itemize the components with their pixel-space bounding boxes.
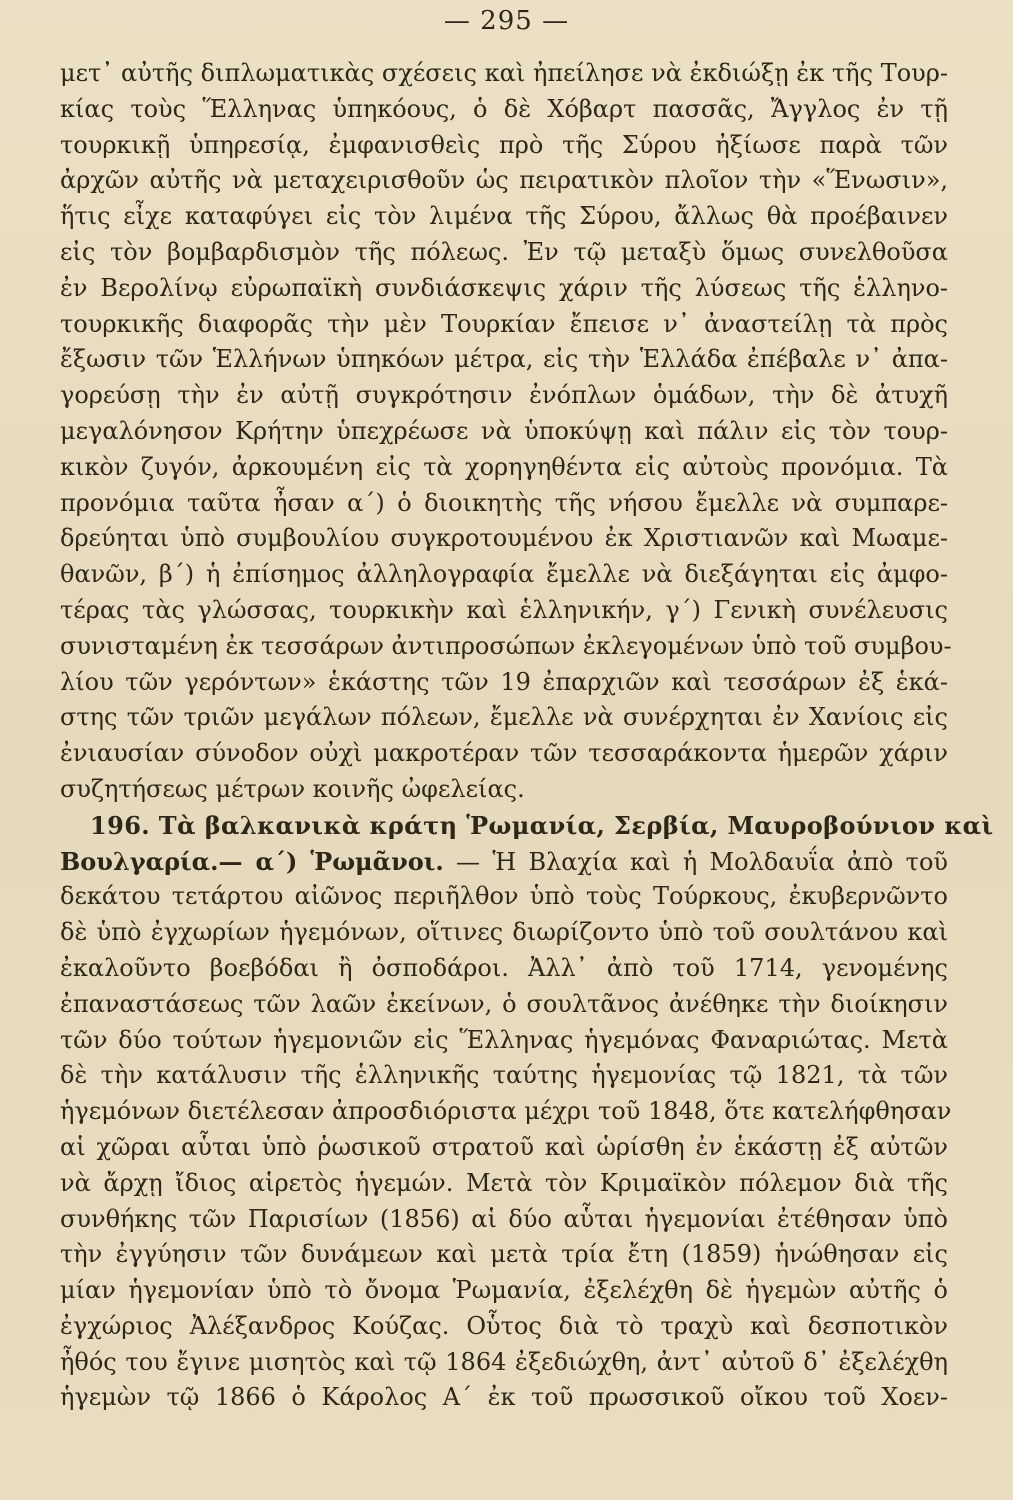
text-line: μίαν ἡγεμονίαν ὑπὸ τὸ ὄνομα Ῥωμανία, ἐξελέχθη δὲ ἡγεμὼν αὐτῆς ὁ <box>60 1276 948 1305</box>
text-line: κικὸν ζυγόν, ἀρκουμένη εἰς τὰ χορηγηθέντα εἰς αὐτοὺς προνόμια. Τὰ <box>60 452 948 481</box>
text-line: τῶν δύο τούτων ἡγεμονιῶν εἰς Ἕλληνας ἡγεμόνας Φαναριώτας. Μετὰ <box>60 1025 948 1054</box>
text-line: κίας τοὺς Ἕλληνας ὑπηκόους, ὁ δὲ Χόβαρτ πασσᾶς, Ἄγγλος ἐν τῇ <box>60 94 948 123</box>
text-line: μετ᾽ αὐτῆς διπλωματικὰς σχέσεις καὶ ἠπείλησε νὰ ἐκδιώξῃ ἐκ τῆς Τουρ- <box>60 59 948 87</box>
text-line: συζητήσεως μέτρων κοινῆς ὠφελείας. <box>60 774 525 803</box>
text-line: ἔξωσιν τῶν Ἑλλήνων ὑπηκόων μέτρα, εἰς τὴν Ἑλλάδα ἐπέβαλε ν᾽ ἀπα- <box>60 345 948 374</box>
text-line: τουρκικῆς διαφορᾶς τὴν μὲν Τουρκίαν ἔπεισε ν᾽ ἀναστείλῃ τὰ πρὸς <box>60 309 948 338</box>
text-line: νὰ ἄρχῃ ἴδιος αἱρετὸς ἡγεμών. Μετὰ τὸν Κριμαϊκὸν πόλεμον διὰ τῆς <box>60 1168 948 1197</box>
text-line: ἀρχῶν αὐτῆς νὰ μεταχειρισθοῦν ὡς πειρατικὸν πλοῖον τὴν «Ἕνωσιν», <box>60 166 948 195</box>
text-line: συνισταμένη ἐκ τεσσάρων ἀντιπροσώπων ἐκλεγομένων ὑπὸ τοῦ συμβου- <box>60 631 952 660</box>
text-line: στης τῶν τριῶν μεγάλων πόλεων, ἔμελλε νὰ συνέρχηται ἐν Χανίοις εἰς <box>60 703 948 732</box>
section-heading-line: 196. Τὰ βαλκανικὰ κράτη Ῥωμανία, Σερβία, Μαυροβούνιον καὶ <box>90 810 994 840</box>
text-line: τουρκικῇ ὑπηρεσίᾳ, ἐμφανισθεὶς πρὸ τῆς Σύρου ἠξίωσε παρὰ τῶν <box>60 130 948 159</box>
text-line: ἡγεμόνων διετέλεσαν ἀπροσδιόριστα μέχρι τοῦ 1848, ὅτε κατελήφθησαν <box>60 1097 952 1126</box>
body-text <box>60 56 994 1416</box>
text-line: θανῶν, β΄) ἡ ἐπίσημος ἀλληλογραφία ἔμελλε νὰ διεξάγηται εἰς ἀμφο- <box>60 560 948 589</box>
text-line: ἐν Βερολίνῳ εὐρωπαϊκὴ συνδιάσκεψις χάριν τῆς λύσεως τῆς ἑλληνο- <box>60 273 948 302</box>
section-196-heading <box>60 808 994 880</box>
text-line: ἐγχώριος Ἀλέξανδρος Κούζας. Οὗτος διὰ τὸ τραχὺ καὶ δεσποτικὸν <box>60 1311 948 1340</box>
text-line: λίου τῶν γερόντων» ἑκάστης τῶν 19 ἐπαρχιῶν καὶ τεσσάρων ἐξ ἑκά- <box>60 667 948 696</box>
text-line: προνόμια ταῦτα ἦσαν α΄) ὁ διοικητὴς τῆς νήσου ἔμελλε νὰ συμπαρε- <box>60 488 948 517</box>
section-subheading-line <box>60 844 948 880</box>
paragraph-crete-privileges <box>60 56 952 808</box>
text-line: τέρας τὰς γλώσσας, τουρκικὴν καὶ ἑλληνικήν, γ΄) Γενικὴ συνέλευσις <box>60 595 948 624</box>
text-line: εἰς τὸν βομβαρδισμὸν τῆς πόλεως. Ἐν τῷ μεταξὺ ὅμως συνελθοῦσα <box>60 237 948 266</box>
text-line: τὴν ἐγγύησιν τῶν δυνάμεων καὶ μετὰ τρία ἔτη (1859) ἡνώθησαν εἰς <box>60 1240 948 1269</box>
section-subheading-text: — Ἡ Βλαχία καὶ ἡ Μολδαυΐα ἀπὸ τοῦ <box>443 847 948 876</box>
text-line: ἐνιαυσίαν σύνοδον οὐχὶ μακροτέραν τῶν τεσσαράκοντα ἡμερῶν χάριν <box>60 739 948 768</box>
text-line: ἡγεμὼν τῷ 1866 ὁ Κάρολος Α΄ ἐκ τοῦ πρωσσικοῦ οἴκου τοῦ Χοεν- <box>60 1383 948 1412</box>
text-line: ἐπαναστάσεως τῶν λαῶν ἐκείνων, ὁ σουλτᾶνος ἀνέθηκε τὴν διοίκησιν <box>60 989 948 1018</box>
section-subheading-bold: Βουλγαρία.— α΄) Ῥωμᾶνοι. <box>60 846 444 876</box>
text-line: ἥτις εἶχε καταφύγει εἰς τὸν λιμένα τῆς Σύρου, ἄλλως θὰ προέβαινεν <box>60 202 948 231</box>
text-line: δὲ ὑπὸ ἐγχωρίων ἡγεμόνων, οἵτινες διωρίζοντο ὑπὸ τοῦ σουλτάνου καὶ <box>60 918 948 947</box>
page-number: — 295 — <box>443 6 570 36</box>
text-line: ἐκαλοῦντο βοεβόδαι ἢ ὀσποδάροι. Ἀλλ᾽ ἀπὸ τοῦ 1714, γενομένης <box>60 953 948 982</box>
paragraph-romanians <box>60 879 952 1416</box>
text-line: μεγαλόνησον Κρήτην ὑπεχρέωσε νὰ ὑποκύψῃ καὶ πάλιν εἰς τὸν τουρ- <box>60 416 948 445</box>
text-line: ἦθός του ἔγινε μισητὸς καὶ τῷ 1864 ἐξεδιώχθη, ἀντ᾽ αὐτοῦ δ᾽ ἐξελέχθη <box>60 1347 948 1376</box>
text-line: δρεύηται ὑπὸ συμβουλίου συγκροτουμένου ἐκ Χριστιανῶν καὶ Μωαμε- <box>60 524 948 553</box>
text-line: συνθήκης τῶν Παρισίων (1856) αἱ δύο αὗται ἡγεμονίαι ἐτέθησαν ὑπὸ <box>60 1204 948 1233</box>
text-line: αἱ χῶραι αὗται ὑπὸ ῥωσικοῦ στρατοῦ καὶ ὡρίσθη ἐν ἑκάστῃ ἐξ αὐτῶν <box>60 1132 948 1161</box>
text-line: γορεύσῃ τὴν ἐν αὐτῇ συγκρότησιν ἐνόπλων ὁμάδων, τὴν δὲ ἀτυχῆ <box>60 381 948 410</box>
text-line: δεκάτου τετάρτου αἰῶνος περιῆλθον ὑπὸ τοὺς Τούρκους, ἐκυβερνῶντο <box>60 882 948 911</box>
text-line: δὲ τὴν κατάλυσιν τῆς ἑλληνικῆς ταύτης ἡγεμονίας τῷ 1821, τὰ τῶν <box>60 1061 948 1090</box>
